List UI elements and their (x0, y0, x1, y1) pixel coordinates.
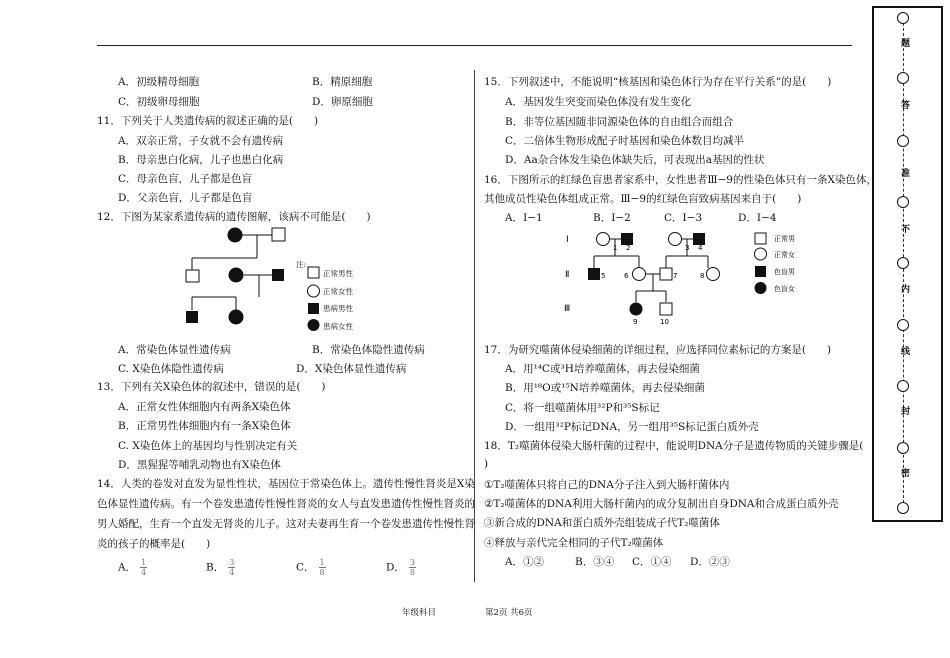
q16-gen-label: Ⅰ (566, 235, 569, 245)
footer-page-number: 第2页 共6页 (485, 608, 533, 618)
q16-normal-male (660, 268, 672, 280)
q18-opt-d: D．②③ (690, 556, 730, 568)
q12-opt-a: A．常染色体显性遗传病 (118, 344, 231, 356)
q10-opt-d: D．卵原细胞 (312, 96, 373, 108)
seal-circle (897, 196, 909, 208)
q17-opt-d: D．一组用³²P标记DNA，另一组用³⁵S标记蛋白质外壳 (505, 421, 759, 433)
q16-colorblind-female (630, 303, 643, 316)
seal-circle (897, 380, 909, 392)
q14-opt-label: A． (118, 561, 137, 574)
q16-id: 5 (601, 272, 606, 280)
q11-opt-d: D．父亲色盲，儿子都是色盲 (118, 192, 253, 204)
q18-item: ②T₂噬菌体的DNA利用大肠杆菌内的成分复制出自身DNA和合成蛋白质外壳 (484, 498, 839, 510)
q16-legend-text: 正常女 (774, 251, 795, 259)
q14-line: 色体显性遗传病。有一个卷发患遗传性慢性肾炎的女人与直发患遗传性慢性肾炎的 (97, 498, 475, 510)
q12-affected-male (186, 311, 198, 323)
q16-normal-female (669, 233, 682, 246)
seal-char: 线 (899, 346, 909, 355)
q14-fraction: $\frac{3}{4}$ (229, 558, 235, 577)
q15-opt-d: D．Aa杂合体发生染色体缺失后，可表现出a基因的性状 (505, 154, 765, 166)
q18-item: ①T₂噬菌体只将自己的DNA分子注入到大肠杆菌体内 (484, 479, 730, 491)
q16-id: 8 (700, 272, 705, 280)
q14-line: 男人婚配，生育一个直发无肾炎的儿子。这对夫妻再生育一个卷发患遗传性慢性肾 (97, 518, 475, 530)
q18-stem-close: ) (484, 458, 489, 470)
q12-legend-title: 注: (296, 260, 307, 269)
q13-opt-d: D．黑猩猩等哺乳动物也有X染色体 (118, 459, 281, 471)
q16-legend-text: 色盲男 (774, 268, 795, 276)
footer-subject: 年级科目 (402, 608, 437, 618)
q12-opt-b: B．常染色体隐性遗传病 (312, 344, 425, 356)
q16-legend-normal-female-symbol (755, 248, 767, 260)
q17-opt-c: C．将一组噬菌体用³²P和³⁵S标记 (505, 402, 660, 414)
q16-opt-d: D．Ⅰ−4 (738, 212, 777, 224)
q12-legend-affected-male: 患病男性 (323, 304, 353, 313)
q16-gen-label: Ⅱ (565, 270, 570, 280)
q11-opt-a: A．双亲正常，子女就不会有遗传病 (118, 135, 284, 147)
q12-affected-female (229, 310, 244, 325)
q16-opt-c: C．Ⅰ−3 (664, 212, 703, 224)
q16-colorblind-male (588, 268, 600, 280)
q11-stem: 11．下列关于人类遗传病的叙述正确的是( ) (97, 115, 319, 127)
q16-id: 7 (673, 272, 678, 280)
q12-stem: 12．下图为某家系遗传病的遗传图解，该病不可能是( ) (97, 211, 371, 223)
q14-opt-b (206, 558, 235, 577)
q15-opt-a: A．基因发生突变而染色体没有发生变化 (505, 96, 692, 108)
seal-char: 题 (899, 38, 909, 47)
q12-affected-female (229, 268, 244, 283)
q14-opt-c (296, 558, 326, 577)
q12-opt-c: C. X染色体隐性遗传病 (118, 363, 224, 375)
q16-id: 9 (633, 318, 638, 326)
seal-circle (897, 135, 909, 147)
q16-id: 1 (613, 244, 618, 252)
seal-circle (897, 257, 909, 269)
q12-affected-female (228, 228, 243, 243)
q17-opt-a: A．用¹⁴C或³H培养噬菌体，再去侵染细菌 (505, 363, 700, 375)
q18-stem: 18．T₂噬菌体侵染大肠杆菌的过程中，能说明DNA分子是遗传物质的关键步骤是( (484, 440, 864, 452)
q15-stem: 15．下列叙述中，不能说明“核基因和染色体行为存在平行关系”的是( ) (484, 76, 832, 88)
seal-char: 答 (899, 100, 909, 109)
seal-circle (897, 442, 909, 454)
seal-circle (897, 502, 909, 514)
seal-char: 内 (899, 284, 909, 293)
q11-opt-b: B．母亲患白化病，儿子也患白化病 (118, 154, 284, 166)
q16-legend-colorblind-male-symbol (755, 266, 766, 277)
q18-opt-a: A．①② (505, 556, 545, 568)
q16-id: 6 (624, 272, 629, 280)
q10-opt-b: B．精原细胞 (312, 76, 373, 88)
q14-fraction: $\frac{3}{8}$ (409, 558, 416, 577)
q16-line: 其他成员性染色体组成正常。Ⅲ−9的红绿色盲致病基因来自于( ) (484, 193, 802, 205)
q14-opt-label: D． (386, 561, 405, 574)
q16-id: 3 (685, 244, 690, 252)
q16-line: 16．下图所示的红绿色盲患者家系中，女性患者Ⅲ−9的性染色体只有一条X染色体， (484, 174, 877, 186)
seal-circle (897, 12, 909, 24)
q13-opt-c: C. X染色体上的基因均与性别决定有关 (118, 440, 298, 452)
q14-line: 14．人类的卷发对直发为显性性状，基因位于常染色体上。遗传性慢性肾炎是X染 (97, 478, 475, 490)
q16-gen-label: Ⅲ (564, 304, 571, 314)
q10-opt-a: A．初级精母细胞 (118, 76, 200, 88)
q16-normal-male (660, 303, 672, 315)
q16-legend-text: 色盲女 (774, 285, 795, 293)
q14-opt-label: C． (296, 561, 315, 574)
q16-normal-female (633, 268, 646, 281)
q16-normal-female (707, 268, 720, 281)
q16-id: 10 (660, 318, 669, 326)
header-rule (97, 45, 852, 46)
q13-opt-b: B．正常男性体细胞内有一条X染色体 (118, 420, 291, 432)
seal-char: 密 (899, 468, 909, 477)
seal-char: 不 (899, 224, 909, 233)
q13-opt-a: A．正常女性体细胞内有两条X染色体 (118, 401, 291, 413)
seal-circle (897, 72, 909, 84)
q16-legend-colorblind-female-symbol (755, 282, 767, 294)
q18-opt-c: C．①④ (632, 556, 672, 568)
q14-opt-label: B． (206, 561, 225, 574)
seal-char: 准 (899, 168, 909, 177)
q18-item: ③新合成的DNA和蛋白质外壳组装成子代T₂噬菌体 (484, 517, 720, 529)
q14-opt-a (118, 558, 147, 577)
q18-item: ④释放与亲代完全相同的子代T₂噬菌体 (484, 537, 664, 549)
q12-legend-affected-female: 患病女性 (323, 322, 353, 331)
seal-char: 封 (899, 406, 909, 415)
q16-normal-female (597, 233, 610, 246)
q17-stem: 17．为研究噬菌体侵染细菌的详细过程，应选择同位素标记的方案是( ) (484, 344, 832, 356)
q16-legend-normal-male-symbol (755, 233, 766, 244)
q17-opt-b: B．用¹⁸O或¹⁵N培养噬菌体，再去侵染细菌 (505, 382, 705, 394)
q14-opt-d (386, 558, 416, 577)
q12-legend-normal-male: 正常男性 (323, 269, 353, 278)
q12-normal-male (186, 270, 199, 282)
q15-opt-b: B．非等位基因随非同源染色体的自由组合而组合 (505, 116, 734, 128)
q12-affected-male (272, 269, 284, 281)
q16-opt-b: B．Ⅰ−2 (593, 212, 631, 224)
q18-opt-b: B．③④ (575, 556, 615, 568)
q16-pedigree (560, 226, 810, 326)
q10-opt-c: C．初级卵母细胞 (118, 96, 200, 108)
q12-legend-normal-female: 正常女性 (323, 287, 353, 296)
q16-id: 2 (626, 244, 631, 252)
q14-fraction: $\frac{1}{4}$ (141, 558, 147, 577)
q16-legend-text: 正常男 (774, 235, 795, 243)
q15-opt-c: C．二倍体生物形成配子时基因和染色体数目均减半 (505, 135, 745, 147)
seal-line-box (872, 6, 943, 522)
q14-line: 炎的孩子的概率是( ) (97, 538, 211, 550)
q16-id: 4 (698, 244, 703, 252)
q13-stem: 13．下列有关X染色体的叙述中，错误的是( ) (97, 381, 326, 393)
q12-normal-male (272, 228, 285, 241)
q11-opt-c: C．母亲色盲，儿子都是色盲 (118, 173, 253, 185)
q14-fraction: $\frac{1}{8}$ (319, 558, 325, 577)
q12-legend-symbols (306, 266, 322, 334)
seal-circle (897, 319, 909, 331)
q16-opt-a: A．Ⅰ−1 (505, 212, 543, 224)
q12-opt-d: D．X染色体显性遗传病 (296, 363, 407, 375)
